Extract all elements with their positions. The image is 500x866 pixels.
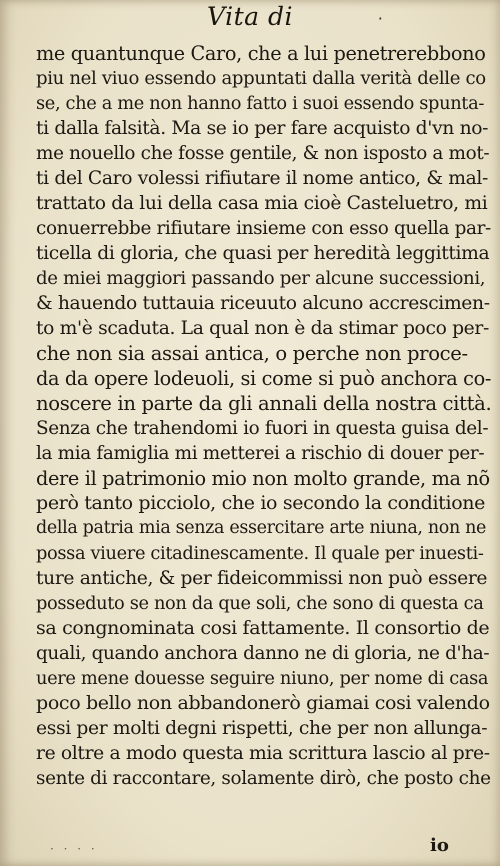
text-line: sa congnominata cosi fattamente. Il consortio de — [36, 617, 490, 639]
text-line: ture antiche, & per fideicommissi non può essere — [36, 568, 488, 589]
text-line: to m'è scaduta. La qual non è da stimar poco per- — [36, 318, 489, 339]
text-line: che non sia assai antica, o perche non proce- — [36, 342, 468, 365]
text-line: re oltre a modo questa mia scrittura lascio al pre- — [36, 743, 490, 764]
text-line: dere il patrimonio mio non molto grande, ma nõ — [36, 467, 490, 490]
text-line: piu nel viuo essendo appuntati dalla verità delle co — [36, 68, 486, 89]
text-line: possa viuere citadinescamente. Il quale per inuesti- — [36, 543, 484, 564]
text-line: me quantunque Caro, che a lui penetrerebbono — [36, 42, 486, 65]
text-line: essi per molti degni rispetti, che per non allunga- — [36, 718, 488, 739]
running-head: Vita di — [206, 2, 293, 31]
text-line: uere mene douesse seguire niuno, per nome di casa — [36, 668, 489, 689]
head-mark: ٠ — [376, 8, 385, 27]
text-line: conuerrebbe rifiutare insieme con esso quella par- — [36, 218, 491, 239]
text-line: ti del Caro volessi rifiutare il nome antico, & mal- — [36, 168, 488, 189]
text-line: della patria mia senza essercitare arte niuna, non ne — [36, 518, 487, 538]
text-line: ti dalla falsità. Ma se io per fare acquisto d'vn no- — [36, 118, 489, 139]
page-footer — [0, 834, 500, 862]
text-line: poco bello non abbandonerò giamai cosi valendo — [36, 692, 490, 714]
text-line: de miei maggiori passando per alcune successioni, — [36, 268, 486, 289]
text-line: me nouello che fosse gentile, & non isposto a mot- — [36, 143, 490, 164]
text-line: & hauendo tuttauia riceuuto alcuno accrescimen- — [36, 293, 490, 314]
text-line: sente di raccontare, solamente dirò, che posto che — [36, 768, 491, 789]
signature-mark: io — [430, 835, 449, 856]
text-line: quali, quando anchora danno ne di gloria, ne d'ha- — [36, 643, 490, 664]
text-line: però tanto picciolo, che io secondo la conditione — [36, 492, 486, 514]
text-line: noscere in parte da gli annali della nostra città. — [36, 392, 492, 415]
text-line: la mia famiglia mi metterei a rischio di douer per- — [36, 443, 485, 464]
text-line: da da opere lodeuoli, si come si può anchora co- — [36, 367, 492, 390]
text-line: Senza che trahendomi io fuori in questa guisa del- — [36, 418, 489, 439]
text-line: se, che a me non hanno fatto i suoi essendo spunta- — [36, 93, 484, 114]
text-line: ticella di gloria, che quasi per heredità leggittima — [36, 243, 490, 264]
text-line: posseduto se non da que soli, che sono di questa ca — [36, 593, 484, 614]
text-line: trattato da lui della casa mia cioè Casteluetro, mi — [36, 193, 488, 214]
footer-specks: · · · · — [50, 842, 98, 856]
